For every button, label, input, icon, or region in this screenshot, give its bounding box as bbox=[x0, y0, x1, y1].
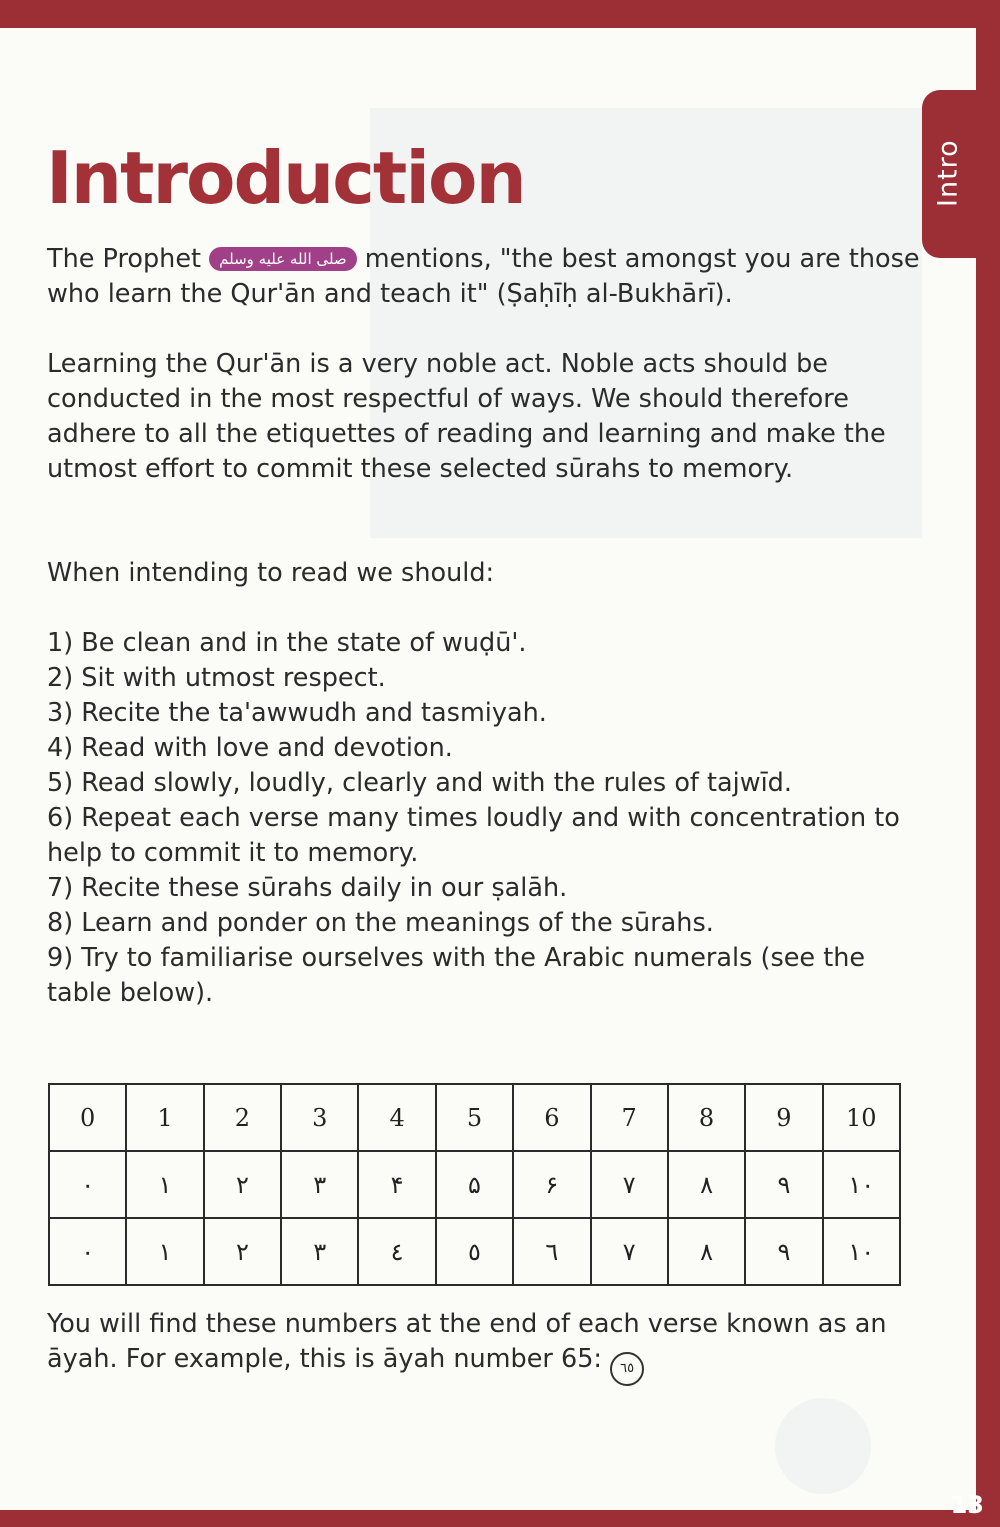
list-item: 6) Repeat each verse many times loudly and with concentration to help to commit it to memory. bbox=[47, 803, 900, 868]
numeral-cell: ٨ bbox=[668, 1218, 745, 1285]
numeral-cell: ۴ bbox=[358, 1151, 435, 1218]
numeral-cell: 8 bbox=[668, 1084, 745, 1151]
numeral-cell: ٦ bbox=[513, 1218, 590, 1285]
numeral-cell: ۶ bbox=[513, 1151, 590, 1218]
list-item: 2) Sit with utmost respect. bbox=[47, 663, 386, 693]
list-item: 3) Recite the ta'awwudh and tasmiyah. bbox=[47, 698, 547, 728]
etiquette-paragraph: Learning the Qur'ān is a very noble act. Noble acts should be conducted in the most respectful of ways. We should therefore adhere to all the etiquettes of reading and learning and make the utmost effort to commit these selected sūrahs to memory. bbox=[47, 349, 886, 484]
numeral-cell: ۳ bbox=[281, 1151, 358, 1218]
page bbox=[0, 28, 976, 1510]
numeral-cell: ۱۰ bbox=[823, 1151, 900, 1218]
numeral-cell: ۵ bbox=[436, 1151, 513, 1218]
numeral-cell: ٥ bbox=[436, 1218, 513, 1285]
numeral-cell: ٢ bbox=[204, 1218, 281, 1285]
list-item: 4) Read with love and devotion. bbox=[47, 733, 453, 763]
numerals-row bbox=[49, 1151, 900, 1218]
list-item: 7) Recite these sūrahs daily in our ṣalāh. bbox=[47, 873, 568, 903]
numeral-cell: ١٠ bbox=[823, 1218, 900, 1285]
numeral-cell: 10 bbox=[823, 1084, 900, 1151]
numeral-cell: ٣ bbox=[281, 1218, 358, 1285]
numeral-cell: ١ bbox=[126, 1218, 203, 1285]
page-number: 13 bbox=[950, 1491, 984, 1519]
etiquette-list bbox=[47, 626, 927, 1011]
numeral-cell: ٤ bbox=[358, 1218, 435, 1285]
numerals-table bbox=[48, 1083, 901, 1286]
section-tab-label: Intro bbox=[932, 139, 964, 207]
list-item: 1) Be clean and in the state of wuḍū'. bbox=[47, 628, 527, 658]
numeral-cell: ۱ bbox=[126, 1151, 203, 1218]
numerals-row bbox=[49, 1218, 900, 1285]
numeral-cell: 0 bbox=[49, 1084, 126, 1151]
numeral-cell: 2 bbox=[204, 1084, 281, 1151]
numeral-cell: ۰ bbox=[49, 1151, 126, 1218]
numeral-cell: ۲ bbox=[204, 1151, 281, 1218]
numeral-cell: ۷ bbox=[591, 1151, 668, 1218]
numeral-cell: 4 bbox=[358, 1084, 435, 1151]
numeral-cell: 6 bbox=[513, 1084, 590, 1151]
numeral-cell: ٩ bbox=[745, 1218, 822, 1285]
page-title: Introduction bbox=[46, 136, 525, 220]
closing-text: You will find these numbers at the end of each verse known as an āyah. For example, this is āyah number 65: bbox=[47, 1309, 887, 1374]
background-watermark-circle bbox=[775, 1398, 871, 1494]
ayah-number-icon: ٦٥ bbox=[610, 1352, 644, 1386]
closing-paragraph bbox=[47, 1307, 927, 1386]
numeral-cell: 9 bbox=[745, 1084, 822, 1151]
list-heading: When intending to read we should: bbox=[47, 558, 495, 588]
numeral-cell: 1 bbox=[126, 1084, 203, 1151]
intro-before: The Prophet bbox=[47, 244, 210, 274]
numeral-cell: 7 bbox=[591, 1084, 668, 1151]
list-item: 9) Try to familiarise ourselves with the Arabic numerals (see the table below). bbox=[47, 943, 866, 1008]
intro-after: mentions, "the best amongst you are those who learn the Qur'ān and teach it" (Ṣaḥīḥ al-Bukhārī). bbox=[47, 244, 920, 309]
intro-paragraph bbox=[47, 242, 927, 312]
numeral-cell: 5 bbox=[436, 1084, 513, 1151]
numeral-cell: 3 bbox=[281, 1084, 358, 1151]
salawat-badge: صلى الله عليه وسلم bbox=[209, 247, 357, 271]
list-item: 8) Learn and ponder on the meanings of the sūrahs. bbox=[47, 908, 714, 938]
numeral-cell: ۹ bbox=[745, 1151, 822, 1218]
numeral-cell: ٠ bbox=[49, 1218, 126, 1285]
numeral-cell: ٧ bbox=[591, 1218, 668, 1285]
numeral-cell: ۸ bbox=[668, 1151, 745, 1218]
numerals-row bbox=[49, 1084, 900, 1151]
list-item: 5) Read slowly, loudly, clearly and with the rules of tajwīd. bbox=[47, 768, 792, 798]
